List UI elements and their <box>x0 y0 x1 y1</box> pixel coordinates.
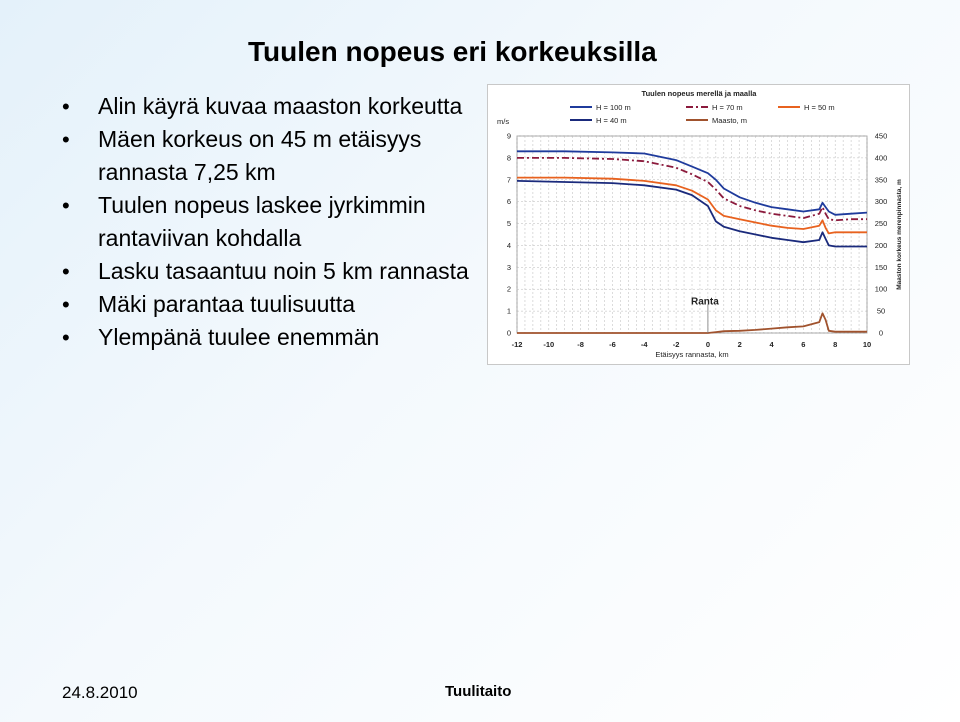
slide-title: Tuulen nopeus eri korkeuksilla <box>248 36 657 67</box>
x-tick-label: 10 <box>862 340 872 349</box>
y2-tick-label: 350 <box>874 175 888 185</box>
y-tick-label: 4 <box>506 240 512 250</box>
bullet-text: Mäki parantaa tuulisuutta <box>98 291 355 317</box>
y2-tick-label: 0 <box>878 328 884 338</box>
legend-label: H = 50 m <box>804 103 835 112</box>
x-tick-label: 0 <box>705 340 710 349</box>
y2-tick-label: 250 <box>874 219 888 229</box>
y-axis-title: m/s <box>497 117 510 126</box>
y2-tick-label: 450 <box>874 131 888 141</box>
y2-tick-label: 300 <box>874 197 888 207</box>
x-tick-label: 2 <box>737 340 742 349</box>
y-tick-label: 8 <box>506 153 512 163</box>
y-tick-label: 3 <box>506 262 512 272</box>
x-tick-label: -2 <box>672 340 680 349</box>
shore-label: Ranta <box>691 296 719 308</box>
bullet-text: Lasku tasaantuu noin 5 km rannasta <box>98 258 469 284</box>
bullet-item <box>62 123 482 189</box>
y2-tick-label: 50 <box>876 306 886 316</box>
y-tick-label: 7 <box>506 175 512 185</box>
bullet-text: Alin käyrä kuvaa maaston korkeutta <box>98 93 463 119</box>
y2-tick-label: 200 <box>874 240 888 250</box>
bullet-text: Tuulen nopeus laskee jyrkimmin rantaviivan kohdalla <box>98 192 426 251</box>
bullet-text: Ylempänä tuulee enemmän <box>98 324 380 350</box>
x-tick-label: -4 <box>640 340 648 349</box>
bullet-item <box>62 288 482 321</box>
bullet-dot: • <box>62 193 70 218</box>
bullet-list <box>62 90 482 354</box>
y-tick-label: 0 <box>506 328 512 338</box>
x-tick-label: -10 <box>543 340 555 349</box>
chart-svg <box>488 85 909 364</box>
wind-speed-chart <box>487 84 910 365</box>
x-tick-label: 4 <box>769 340 774 349</box>
bullet-dot: • <box>62 325 70 350</box>
y-tick-label: 6 <box>506 197 512 207</box>
x-tick-label: -6 <box>609 340 616 349</box>
y-tick-label: 2 <box>506 284 512 294</box>
x-tick-label: 8 <box>833 340 838 349</box>
y2-axis-title: Maaston korkeus merenpinnasta, m <box>896 179 903 290</box>
y-tick-label: 1 <box>506 306 512 316</box>
legend-label: H = 100 m <box>596 103 631 112</box>
bullet-item <box>62 189 482 255</box>
footer-date: 24.8.2010 <box>62 683 138 702</box>
bullet-item <box>62 321 482 354</box>
y2-tick-label: 400 <box>874 153 888 163</box>
bullet-dot: • <box>62 94 70 119</box>
legend-label: Maasto, m <box>712 116 748 125</box>
legend-label: H = 70 m <box>712 103 743 112</box>
legend-label: H = 40 m <box>596 116 627 125</box>
x-tick-label: -8 <box>577 340 584 349</box>
chart-title: Tuulen nopeus merellä ja maalla <box>641 89 757 98</box>
bullet-dot: • <box>62 127 70 152</box>
bullet-item <box>62 90 482 123</box>
bullet-dot: • <box>62 259 70 284</box>
bullet-item <box>62 255 482 288</box>
y-tick-label: 5 <box>506 219 512 229</box>
bullet-dot: • <box>62 292 70 317</box>
x-tick-label: -12 <box>511 340 523 349</box>
x-axis-title: Etäisyys rannasta, km <box>655 350 729 359</box>
y2-tick-label: 100 <box>874 284 888 294</box>
y-tick-label: 9 <box>506 131 512 141</box>
bullet-text: Mäen korkeus on 45 m etäisyys rannasta 7,25 km <box>98 126 422 185</box>
footer-brand: Tuulitaito <box>445 683 512 700</box>
y2-tick-label: 150 <box>874 262 888 272</box>
x-tick-label: 6 <box>801 340 806 349</box>
